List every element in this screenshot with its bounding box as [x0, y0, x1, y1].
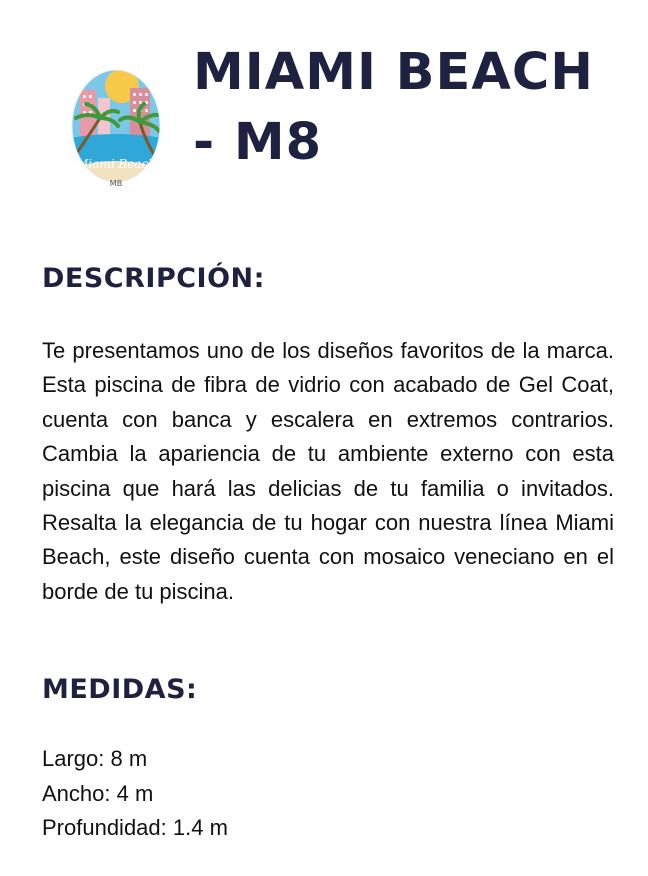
logo-script-text: Miami Beach — [76, 157, 156, 171]
measure-largo: Largo: 8 m — [42, 746, 148, 771]
page-title: MIAMI BEACH - M8 — [193, 43, 594, 172]
miami-beach-logo — [70, 68, 162, 192]
logo-initials: MB — [109, 179, 123, 188]
page-header — [0, 0, 648, 220]
description-heading: DESCRIPCIÓN: — [42, 263, 265, 294]
measure-profundidad: Profundidad: 1.4 m — [42, 815, 228, 840]
measures-list — [42, 742, 228, 846]
measure-ancho: Ancho: 4 m — [42, 780, 154, 806]
measures-heading: MEDIDAS: — [42, 674, 198, 705]
description-text: Te presentamos uno de los diseños favoritos de la marca. Esta piscina de fibra de vidrio con acabado de Gel Coat, cuenta con banca y escalera en extremos contrarios. Cambia la apariencia de tu ambiente externo con esta piscina que hará las delicias de tu familia o invitados. Resalta la elegancia de tu hogar con nuestra línea Miami Beach, este diseño cuenta con mosaico veneciano en el borde de tu piscina. — [42, 338, 614, 604]
